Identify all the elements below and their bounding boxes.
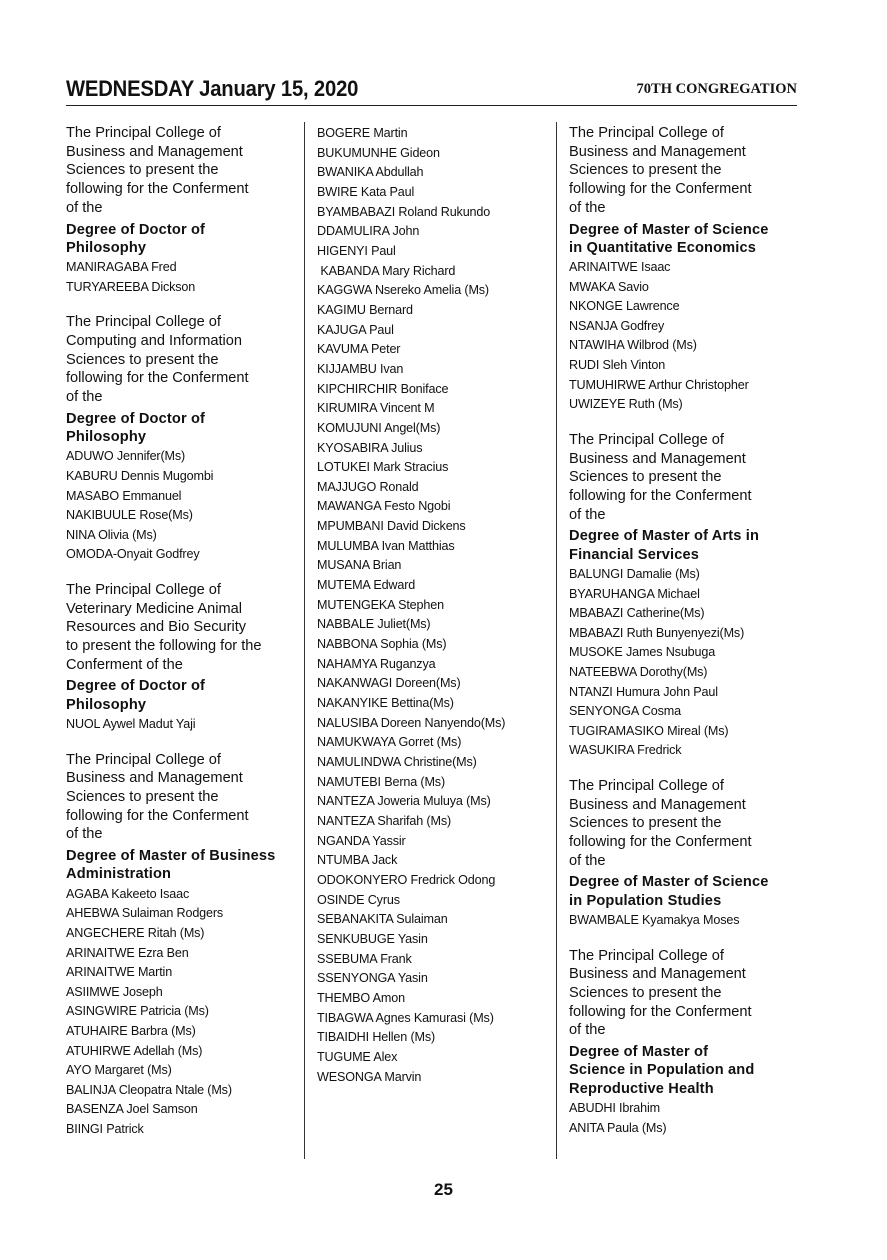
graduate-name: NINA Olivia (Ms) <box>66 527 157 542</box>
graduate-name-list <box>66 715 298 735</box>
column-divider-1 <box>304 122 305 1159</box>
graduate-name: TIBAGWA Agnes Kamurasi (Ms) <box>317 1010 494 1025</box>
graduate-name: SSENYONGA Yasin <box>317 971 428 986</box>
graduate-name: UWIZEYE Ruth (Ms) <box>569 397 683 412</box>
graduate-name: AYO Margaret (Ms) <box>66 1063 172 1078</box>
header-rule <box>66 105 797 106</box>
graduate-name: WASUKIRA Fredrick <box>569 743 682 758</box>
graduate-name: NSANJA Godfrey <box>569 318 665 333</box>
graduate-name: KAJUGA Paul <box>317 322 394 337</box>
graduate-name: ASIIMWE Joseph <box>66 984 163 999</box>
graduate-name: ANITA Paula (Ms) <box>569 1120 667 1135</box>
graduate-name: MAWANGA Festo Ngobi <box>317 499 451 514</box>
graduate-name: NTUMBA Jack <box>317 853 398 868</box>
column-2 <box>317 124 549 1087</box>
graduate-name: MUSANA Brian <box>317 558 402 573</box>
graduate-name: MUSOKE James Nsubuga <box>569 645 716 660</box>
graduate-name: KIJJAMBU Ivan <box>317 361 404 376</box>
graduate-name: BUKUMUNHE Gideon <box>317 145 440 160</box>
header-date: WEDNESDAY January 15, 2020 <box>66 76 359 101</box>
graduate-name: ANGECHERE Ritah (Ms) <box>66 925 205 940</box>
conferment-section <box>569 777 797 931</box>
graduate-name: ASINGWIRE Patricia (Ms) <box>66 1004 209 1019</box>
graduate-name: AHEBWA Sulaiman Rodgers <box>66 906 224 921</box>
graduate-name: NAKANWAGI Doreen(Ms) <box>317 676 461 691</box>
graduate-name: MBABAZI Catherine(Ms) <box>569 606 705 621</box>
section-intro: The Principal College of Business and Management Sciences to present the following for the Conferment of the <box>569 431 752 523</box>
graduate-name: KABANDA Mary Richard <box>317 263 456 278</box>
graduate-name: OSINDE Cyrus <box>317 892 400 907</box>
header-congregation: 70TH CONGREGATION <box>636 81 797 97</box>
graduate-name: KIRUMIRA Vincent M <box>317 401 435 416</box>
graduate-name: MANIRAGABA Fred <box>66 260 177 275</box>
graduate-name: TIBAIDHI Hellen (Ms) <box>317 1030 436 1045</box>
graduate-name: MUTEMA Edward <box>317 578 416 593</box>
graduate-name: MASABO Emmanuel <box>66 488 182 503</box>
graduate-name-list <box>569 911 797 931</box>
graduate-name-list <box>66 258 298 297</box>
graduate-name: MPUMBANI David Dickens <box>317 519 466 534</box>
graduate-name: SEBANAKITA Sulaiman <box>317 912 448 927</box>
graduate-name: BOGERE Martin <box>317 126 408 140</box>
graduate-name: KYOSABIRA Julius <box>317 440 423 455</box>
page-number: 25 <box>434 1180 453 1199</box>
graduate-name: KAGGWA Nsereko Amelia (Ms) <box>317 283 489 298</box>
column-1 <box>66 124 298 1156</box>
graduate-name: SSEBUMA Frank <box>317 951 412 966</box>
conferment-section <box>66 313 298 565</box>
graduate-name-list <box>66 885 298 1140</box>
section-intro: The Principal College of Business and Management Sciences to present the following for the Conferment of the <box>569 777 752 869</box>
graduate-name: ATUHAIRE Barbra (Ms) <box>66 1023 196 1038</box>
graduate-name: KIPCHIRCHIR Boniface <box>317 381 449 396</box>
graduate-name: BALUNGI Damalie (Ms) <box>569 566 700 581</box>
graduate-name: ARINAITWE Martin <box>66 965 173 980</box>
graduate-name: TUGUME Alex <box>317 1049 398 1064</box>
graduate-name: NANTEZA Sharifah (Ms) <box>317 813 452 828</box>
page-header <box>66 76 797 106</box>
graduate-name: NANTEZA Joweria Muluya (Ms) <box>317 794 491 809</box>
graduate-name: BWAMBALE Kyamakya Moses <box>569 913 740 928</box>
graduate-name: BASENZA Joel Samson <box>66 1102 198 1117</box>
graduate-name: NUOL Aywel Madut Yaji <box>66 717 196 732</box>
graduate-name: OMODA-Onyait Godfrey <box>66 547 200 562</box>
graduate-name: NGANDA Yassir <box>317 833 406 848</box>
graduate-name: NABBALE Juliet(Ms) <box>317 617 431 632</box>
graduate-name: TURYAREEBA Dickson <box>66 279 196 294</box>
conferment-section <box>66 124 298 297</box>
graduate-name: NAMUKWAYA Gorret (Ms) <box>317 735 462 750</box>
graduate-name: KABURU Dennis Mugombi <box>66 469 214 483</box>
graduate-name: ARINAITWE Isaac <box>569 260 671 275</box>
degree-title: Degree of Master of Science in Population Studies <box>569 874 769 909</box>
graduate-name: NAHAMYA Ruganzya <box>317 656 436 671</box>
graduate-name: BWIRE Kata Paul <box>317 184 415 199</box>
degree-title: Degree of Doctor of Philosophy <box>66 221 206 256</box>
graduate-name: NKONGE Lawrence <box>569 299 680 314</box>
graduate-name: MULUMBA Ivan Matthias <box>317 538 455 553</box>
graduate-name: NABBONA Sophia (Ms) <box>317 637 447 652</box>
graduate-name: WESONGA Marvin <box>317 1069 422 1084</box>
graduate-name-list <box>66 447 298 565</box>
graduate-name: KAGIMU Bernard <box>317 302 413 317</box>
graduate-name: ARINAITWE Ezra Ben <box>66 945 189 960</box>
graduate-name: NTANZI Humura John Paul <box>569 684 718 699</box>
graduate-name: BYAMBABAZI Roland Rukundo <box>317 204 491 219</box>
graduate-name: NAKANYIKE Bettina(Ms) <box>317 696 454 711</box>
degree-title: Degree of Master of Arts in Financial Services <box>569 528 760 563</box>
graduate-name: NATEEBWA Dorothy(Ms) <box>569 664 708 679</box>
degree-title: Degree of Doctor of Philosophy <box>66 678 206 713</box>
graduate-name: ABUDHI Ibrahim <box>569 1101 660 1116</box>
graduate-name: BYARUHANGA Michael <box>569 586 700 601</box>
degree-title: Degree of Master of Science in Quantitative Economics <box>569 221 769 256</box>
conferment-section <box>66 581 298 735</box>
conferment-section <box>66 751 298 1140</box>
graduate-name-list <box>317 124 549 1087</box>
graduate-name: ATUHIRWE Adellah (Ms) <box>66 1043 203 1058</box>
graduate-name: SENYONGA Cosma <box>569 704 681 719</box>
graduate-name: MWAKA Savio <box>569 279 649 294</box>
graduate-name: MAJJUGO Ronald <box>317 479 419 494</box>
degree-title: Degree of Master of Science in Population and Reproductive Health <box>569 1044 755 1097</box>
conferment-section <box>569 124 797 415</box>
graduate-name: NAKIBUULE Rose(Ms) <box>66 508 193 523</box>
graduate-name: BWANIKA Abdullah <box>317 165 424 180</box>
graduate-name: HIGENYI Paul <box>317 243 396 258</box>
graduate-name: DDAMULIRA John <box>317 224 420 239</box>
degree-title: Degree of Master of Business Administration <box>66 848 276 883</box>
graduate-name: NALUSIBA Doreen Nanyendo(Ms) <box>317 715 506 730</box>
section-intro: The Principal College of Computing and Information Sciences to present the following for the Conferment of the <box>66 314 249 406</box>
conferment-section <box>569 947 797 1139</box>
column-divider-2 <box>556 122 557 1159</box>
graduate-name: ODOKONYERO Fredrick Odong <box>317 872 496 887</box>
graduate-name: BALINJA Cleopatra Ntale (Ms) <box>66 1082 232 1097</box>
section-intro: The Principal College of Business and Management Sciences to present the following for the Conferment of the <box>569 947 752 1039</box>
degree-title: Degree of Doctor of Philosophy <box>66 410 206 446</box>
graduate-name: KOMUJUNI Angel(Ms) <box>317 420 441 435</box>
graduate-name: NAMULINDWA Christine(Ms) <box>317 755 477 769</box>
graduate-name: AGABA Kakeeto Isaac <box>66 886 190 901</box>
section-intro: The Principal College of Business and Management Sciences to present the following for the Conferment of the <box>66 751 249 843</box>
graduate-name: RUDI Sleh Vinton <box>569 358 666 373</box>
graduate-name: MBABAZI Ruth Bunyenyezi(Ms) <box>569 625 745 640</box>
graduate-name: MUTENGEKA Stephen <box>317 597 444 612</box>
graduate-name: THEMBO Amon <box>317 990 405 1005</box>
graduate-name: ADUWO Jennifer(Ms) <box>66 449 186 464</box>
graduate-name: NTAWIHA Wilbrod (Ms) <box>569 338 697 353</box>
graduate-name-list <box>569 258 797 415</box>
conferment-section <box>569 431 797 761</box>
graduate-name-list <box>569 1099 797 1138</box>
section-intro: The Principal College of Veterinary Medicine Animal Resources and Bio Security to present the following for the Conferment of the <box>66 581 262 673</box>
section-intro: The Principal College of Business and Management Sciences to present the following for the Conferment of the <box>569 125 752 216</box>
graduate-name: BIINGI Patrick <box>66 1121 144 1136</box>
graduate-name: SENKUBUGE Yasin <box>317 931 428 946</box>
graduate-name-list <box>569 565 797 761</box>
column-3 <box>569 124 797 1154</box>
graduate-name: LOTUKEI Mark Stracius <box>317 460 449 475</box>
graduate-name: TUGIRAMASIKO Mireal (Ms) <box>569 723 729 738</box>
graduate-name: KAVUMA Peter <box>317 342 401 357</box>
graduate-name: TUMUHIRWE Arthur Christopher <box>569 377 749 392</box>
section-intro: The Principal College of Business and Management Sciences to present the following for the Conferment of the <box>66 125 249 216</box>
graduate-name: NAMUTEBI Berna (Ms) <box>317 774 446 789</box>
